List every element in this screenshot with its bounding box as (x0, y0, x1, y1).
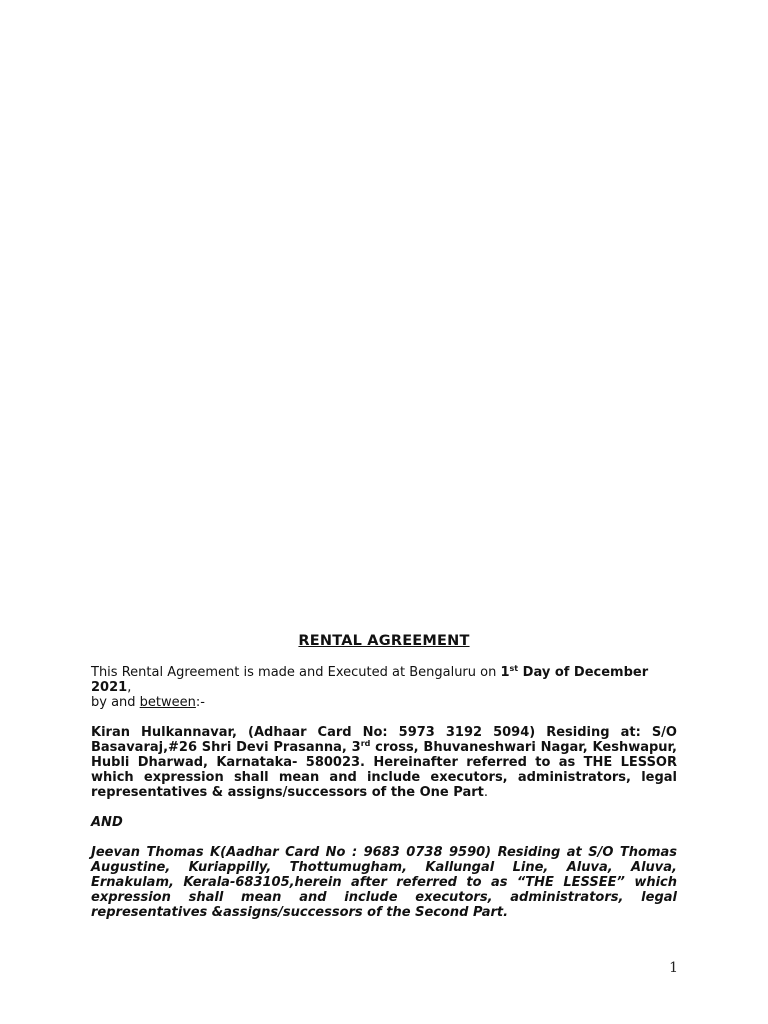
lessor-cross-suffix: rd (360, 739, 371, 748)
lessor-paragraph (91, 725, 677, 800)
lessor-text-part1: Kiran Hulkannavar, (Adhaar Card No: 5973 3192 5094) Residing at: S/O Basavaraj,#26 Shri Devi Prasanna, 3 (91, 725, 677, 755)
lessee-paragraph: Jeevan Thomas K(Aadhar Card No : 9683 0738 9590) Residing at S/O Thomas Augustine, Kuriappilly, Thottumugham, Kallungal Line, Aluva, Aluva, Ernakulam, Kerala-683105,herein after referred to as “THE LESSEE” which expression shall mean and include executors, administrators, legal representatives &assigns/successors of the Second Part. (91, 845, 677, 920)
agreement-date-day: 1 (500, 665, 510, 680)
document-title: RENTAL AGREEMENT (298, 633, 470, 649)
agreement-date-suffix: st (509, 664, 519, 673)
agreement-body (91, 634, 677, 935)
page-number: 1 (669, 960, 678, 976)
intro-colon: :- (195, 695, 205, 710)
intro-by-and: by and (91, 695, 140, 710)
intro-comma: , (127, 680, 132, 695)
lessor-period: . (483, 785, 488, 800)
intro-paragraph (91, 665, 677, 710)
and-separator: AND (91, 815, 123, 830)
lessor-text-part2: cross, Bhuvaneshwari Nagar, Keshwapur, Hubli Dharwad, Karnataka- 580023. Hereinafter referred to as THE LESSOR which expression shall mean and include executors, administrators, legal representatives & assigns/successors of the One Part (91, 740, 677, 800)
intro-between: between (139, 695, 196, 710)
agreement-date-rest: Day of December 2021 (91, 665, 649, 695)
intro-text: This Rental Agreement is made and Executed at Bengaluru on (91, 665, 501, 680)
